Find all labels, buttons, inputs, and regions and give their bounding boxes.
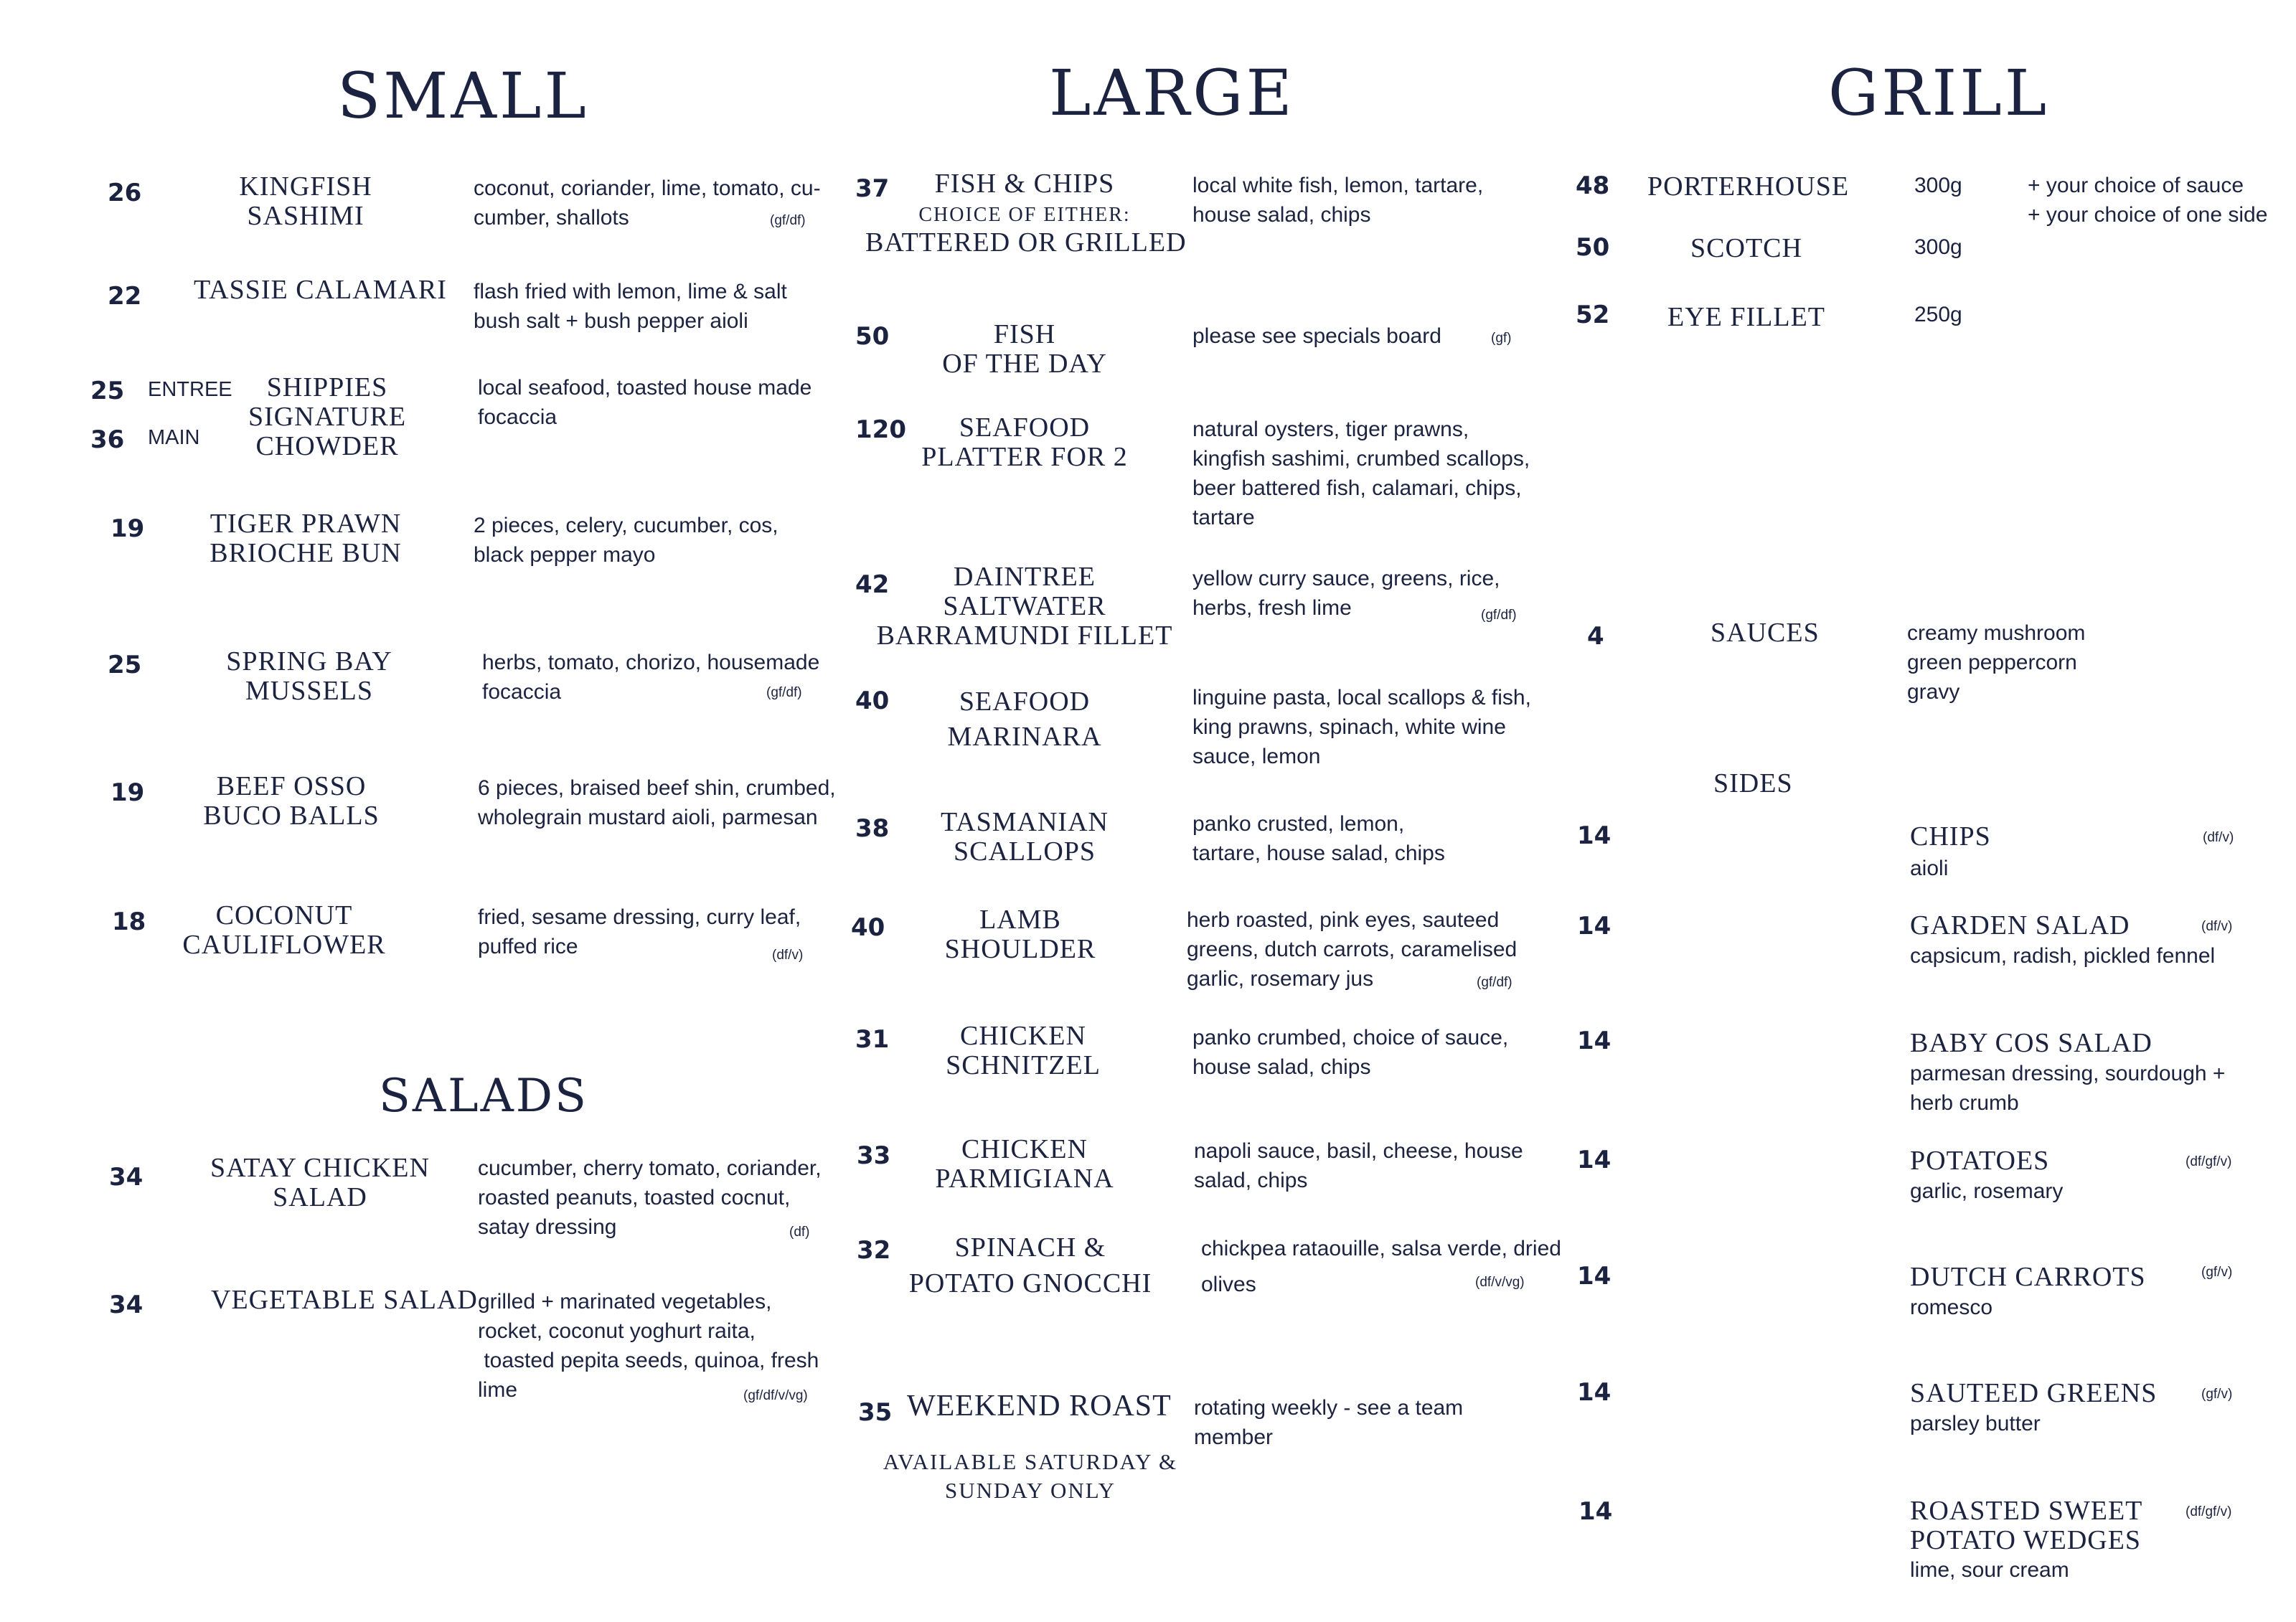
desc-weekend-roast: rotating weekly - see a team member [1194,1396,1464,1449]
label-sauces: SAUCES [1711,618,1820,648]
price-potatoes: 14 [1577,1146,1612,1174]
name-tassie-calamari: TASSIE CALAMARI [194,275,447,305]
name-tasmanian-scallops: TASMANIAN SCALLOPS [941,807,1109,867]
name-chicken-schnitzel: CHICKEN SCHNITZEL [946,1021,1101,1080]
price-cauliflower: 18 [112,907,146,936]
desc-seafood-platter: natural oysters, tiger prawns, kingfish sashimi, crumbed scallops, beer battered fish, calamari, chips, tartare [1192,418,1530,529]
heading-salads: SALADS [379,1070,588,1123]
tag-fish-of-day: (gf) [1491,331,1512,346]
price-scallops: 38 [855,814,890,843]
name-porterhouse: PORTERHOUSE [1647,171,1850,202]
name-satay-chicken-salad: SATAY CHICKEN SALAD [210,1153,430,1212]
price-scotch: 50 [1576,233,1610,262]
weight-scotch: 300g [1914,235,1962,259]
price-lamb-shoulder: 40 [851,913,885,942]
tag-lamb-shoulder: (gf/df) [1477,975,1512,990]
name-potatoes: POTATOES [1910,1146,2050,1176]
price-satay-salad: 34 [109,1163,144,1192]
price-chowder-main: 36 [90,425,125,454]
desc-sweet-potato-wedges: lime, sour cream [1910,1558,2069,1582]
price-chicken-parmigiana: 33 [857,1141,891,1170]
price-fish-chips: 37 [855,174,890,203]
desc-fish-chips: local white fish, lemon, tartare, house salad, chips [1192,174,1484,227]
price-chips: 14 [1577,821,1612,850]
price-eye-fillet: 52 [1576,301,1610,329]
price-sauces: 4 [1587,622,1604,651]
name-seafood-platter: SEAFOOD PLATTER FOR 2 [921,412,1128,472]
desc-kingfish: coconut, coriander, lime, tomato, cu- cumber, shallots [474,176,821,230]
tag-cauliflower: (df/v) [772,948,804,963]
name-shippies-chowder: SHIPPIES SIGNATURE CHOWDER [248,372,407,461]
name-garden-salad: GARDEN SALAD [1910,910,2130,940]
desc-lamb-shoulder: herb roasted, pink eyes, sauteed greens, dutch carrots, caramelised garlic, rosemary jus [1187,908,1518,991]
price-osso-buco: 19 [110,778,145,807]
desc-tiger-prawn: 2 pieces, celery, cucumber, cos, black pepper mayo [474,514,778,567]
name-spring-bay-mussels: SPRING BAY MUSSELS [226,646,392,706]
weight-porterhouse: 300g [1914,174,1962,197]
name-vegetable-salad: VEGETABLE SALAD [211,1285,478,1315]
price-tiger-prawn: 19 [110,514,145,543]
price-baby-cos-salad: 14 [1577,1027,1612,1055]
sub-battered-or-grilled: BATTERED OR GRILLED [865,227,1187,258]
name-sauteed-greens: SAUTEED GREENS [1910,1378,2158,1408]
desc-dutch-carrots: romesco [1910,1296,1993,1319]
name-seafood-marinara: SEAFOOD MARINARA [947,687,1102,752]
desc-vegetable-salad: grilled + marinated vegetables, rocket, coconut yoghurt raita, toasted pepita seeds, quinoa, fresh lime [478,1290,819,1402]
desc-mussels: herbs, tomato, chorizo, housemade focaccia [482,651,820,704]
heading-large: LARGE [1049,56,1295,130]
tag-chips: (df/v) [2203,830,2234,845]
desc-chicken-schnitzel: panko crumbed, choice of sauce, house salad, chips [1192,1026,1509,1079]
price-weekend-roast: 35 [858,1398,893,1427]
desc-osso-buco: 6 pieces, braised beef shin, crumbed, wholegrain mustard aioli, parmesan [478,776,836,829]
desc-baby-cos-salad: parmesan dressing, sourdough + herb crumb [1910,1062,2226,1115]
tag-garden-salad: (df/v) [2201,919,2233,934]
price-chicken-schnitzel: 31 [855,1025,890,1054]
name-dutch-carrots: DUTCH CARROTS [1910,1262,2146,1292]
price-barramundi: 42 [855,570,890,599]
price-garden-salad: 14 [1577,912,1612,940]
desc-marinara: linguine pasta, local scallops & fish, king prawns, spinach, white wine sauce, lemon [1192,686,1531,768]
name-baby-cos-salad: BABY COS SALAD [1910,1028,2152,1058]
list-sauces: creamy mushroom green peppercorn gravy [1907,621,2086,704]
price-sweet-potato-wedges: 14 [1578,1497,1613,1526]
name-coconut-cauliflower: COCONUT CAULIFLOWER [182,900,386,960]
name-spinach-gnocchi: SPINACH & POTATO GNOCCHI [908,1232,1152,1298]
desc-fish-of-day: please see specials board [1192,324,1441,348]
desc-chowder: local seafood, toasted house made focaccia [478,376,812,429]
name-lamb-shoulder: LAMB SHOULDER [944,905,1096,964]
name-weekend-roast: WEEKEND ROAST [907,1390,1172,1423]
tag-dutch-carrots: (gf/v) [2201,1265,2233,1280]
tag-gnocchi: (df/v/vg) [1475,1275,1525,1290]
desc-garden-salad: capsicum, radish, pickled fennel [1910,944,2216,968]
name-sweet-potato-wedges: ROASTED SWEET POTATO WEDGES [1910,1496,2143,1555]
desc-chicken-parmigiana: napoli sauce, basil, cheese, house salad, chips [1194,1139,1523,1192]
name-eye-fillet: EYE FILLET [1667,302,1825,332]
tag-sweet-potato-wedges: (df/gf/v) [2186,1504,2232,1519]
price-gnocchi: 32 [857,1236,891,1265]
price-seafood-platter: 120 [855,415,906,444]
desc-potatoes: garlic, rosemary [1910,1179,2064,1203]
name-scotch: SCOTCH [1690,233,1802,263]
name-fish-chips: FISH & CHIPS [934,169,1115,199]
price-sauteed-greens: 14 [1577,1378,1612,1407]
desc-chips: aioli [1910,857,1949,880]
desc-cauliflower: fried, sesame dressing, curry leaf, puffed rice [478,905,801,958]
price-porterhouse: 48 [1576,171,1610,200]
label-main: MAIN [148,426,200,449]
label-sides: SIDES [1713,768,1793,798]
desc-scallops: panko crusted, lemon, tartare, house salad, chips [1192,812,1445,865]
heading-small: SMALL [337,59,589,133]
name-daintree-barramundi: DAINTREE SALTWATER BARRAMUNDI FILLET [876,562,1173,651]
tag-vegetable-salad: (gf/df/v/vg) [743,1388,808,1403]
desc-gnocchi: chickpea rataouille, salsa verde, dried olives [1201,1237,1561,1296]
price-marinara: 40 [855,687,890,715]
name-chicken-parmigiana: CHICKEN PARMIGIANA [935,1134,1114,1194]
price-dutch-carrots: 14 [1577,1262,1612,1291]
name-chips: CHIPS [1910,821,1991,852]
tag-kingfish: (gf/df) [770,213,806,228]
price-vegetable-salad: 34 [109,1291,144,1319]
heading-grill: GRILL [1828,56,2050,130]
label-entree: ENTREE [148,378,232,401]
name-tiger-prawn: TIGER PRAWN BRIOCHE BUN [210,509,402,568]
tag-mussels: (gf/df) [766,685,802,700]
tag-potatoes: (df/gf/v) [2186,1154,2232,1169]
tag-satay-salad: (df) [789,1225,810,1240]
desc-barramundi: yellow curry sauce, greens, rice, herbs, fresh lime [1192,567,1500,620]
sub-available-weekend: AVAILABLE SATURDAY & SUNDAY ONLY [883,1449,1178,1503]
price-fish-of-day: 50 [855,322,890,351]
desc-satay-salad: cucumber, cherry tomato, coriander, roasted peanuts, toasted cocnut, satay dressing [478,1156,822,1239]
tag-barramundi: (gf/df) [1481,608,1517,623]
price-calamari: 22 [108,282,142,311]
desc-calamari: flash fried with lemon, lime & salt bush salt + bush pepper aioli [474,280,787,333]
name-fish-of-the-day: FISH OF THE DAY [942,319,1107,379]
weight-eye-fillet: 250g [1914,303,1962,326]
price-mussels: 25 [108,651,142,679]
price-kingfish: 26 [108,179,142,207]
name-beef-osso-buco: BEEF OSSO BUCO BALLS [203,771,380,831]
desc-sauteed-greens: parsley butter [1910,1412,2041,1435]
note-porterhouse: + your choice of sauce + your choice of one side [2028,174,2268,227]
name-kingfish-sashimi: KINGFISH SASHIMI [239,171,372,231]
tag-sauteed-greens: (gf/v) [2201,1387,2233,1402]
sub-choice-of-either: CHOICE OF EITHER: [918,204,1131,226]
price-chowder-entree: 25 [90,377,125,405]
